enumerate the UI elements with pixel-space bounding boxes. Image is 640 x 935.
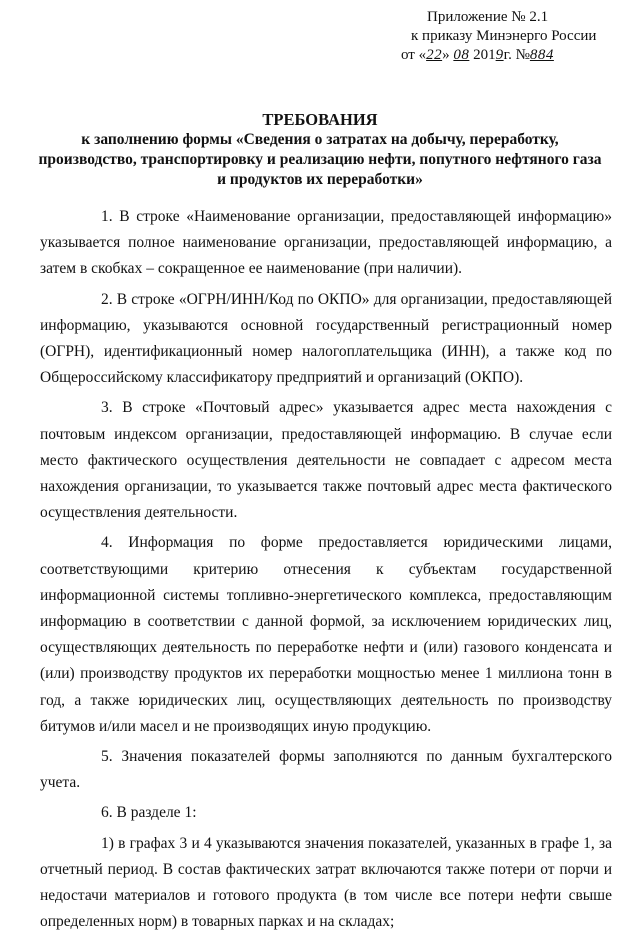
title-line-3: и продуктов их переработки» [217, 171, 423, 188]
order-number: 884 [529, 47, 554, 63]
appendix-header [401, 8, 633, 65]
paragraph-5: 5. Значения показателей формы заполняются по данным бухгалтерского учета. [40, 748, 612, 792]
paragraph-6-item-1: 1) в графах 3 и 4 указываются значения показателей, указанных в графе 1, за отчетный период. В состав фактических затрат включаются также потери от порчи и недостачи материалов и готового продукта (в том числе все потери нефти свыше определенных норм) в товарных парках и на складах; [40, 834, 612, 931]
order-reference: к приказу Минэнерго России [411, 28, 597, 44]
title-line-2: производство, транспортировку и реализацию нефти, попутного нефтяного газа [38, 151, 602, 168]
appendix-label: Приложение № 2.1 [427, 9, 549, 25]
paragraph-4: 4. Информация по форме предоставляется юридическими лицами, соответствующими критерию отнесения к субъектам государственной информационной системы топливно-энергетического комплекса, предоставляющим информацию в соответствии с данной формой, за исключением юридических лиц, осуществляющих деятельность по переработке нефти и (или) газового конденсата и (или) производству продуктов их переработки мощностью менее 1 миллиона тонн в год, а также юридических лиц, осуществляющих деятельность по производству битумов и/или масел и не производящих иную продукцию. [40, 534, 612, 735]
order-day: 22 [426, 47, 443, 63]
order-date-number: от «22» 08 2019г. №884 [401, 47, 554, 63]
order-month: 08 [453, 47, 470, 63]
paragraph-1: 1. В строке «Наименование организации, предоставляющей информацию» указывается полное наименование организации, предоставляющей информацию, а затем в скобках – сокращенное ее наименование (при наличии). [40, 208, 612, 278]
title-main: ТРЕБОВАНИЯ [262, 110, 378, 129]
paragraph-3: 3. В строке «Почтовый адрес» указывается адрес места нахождения с почтовым индексом организации, предоставляющей информацию. В случае если место фактического осуществления деятельности не совпадает с адресом места нахождения организации, то указывается также почтовый адрес места фактического осуществления деятельности. [40, 399, 612, 522]
document-title [30, 110, 610, 190]
paragraph-6: 6. В разделе 1: [101, 804, 197, 822]
order-year-digit: 9 [495, 47, 504, 63]
paragraph-2: 2. В строке «ОГРН/ИНН/Код по ОКПО» для организации, предоставляющей информацию, указываются основной государственный регистрационный номер (ОГРН), идентификационный номер налогоплательщика (ИНН), а также код по Общероссийскому классификатору предприятий и организаций (ОКПО). [40, 290, 612, 387]
title-line-1: к заполнению формы «Сведения о затратах на добычу, переработку, [81, 131, 559, 148]
document-body [40, 204, 612, 935]
